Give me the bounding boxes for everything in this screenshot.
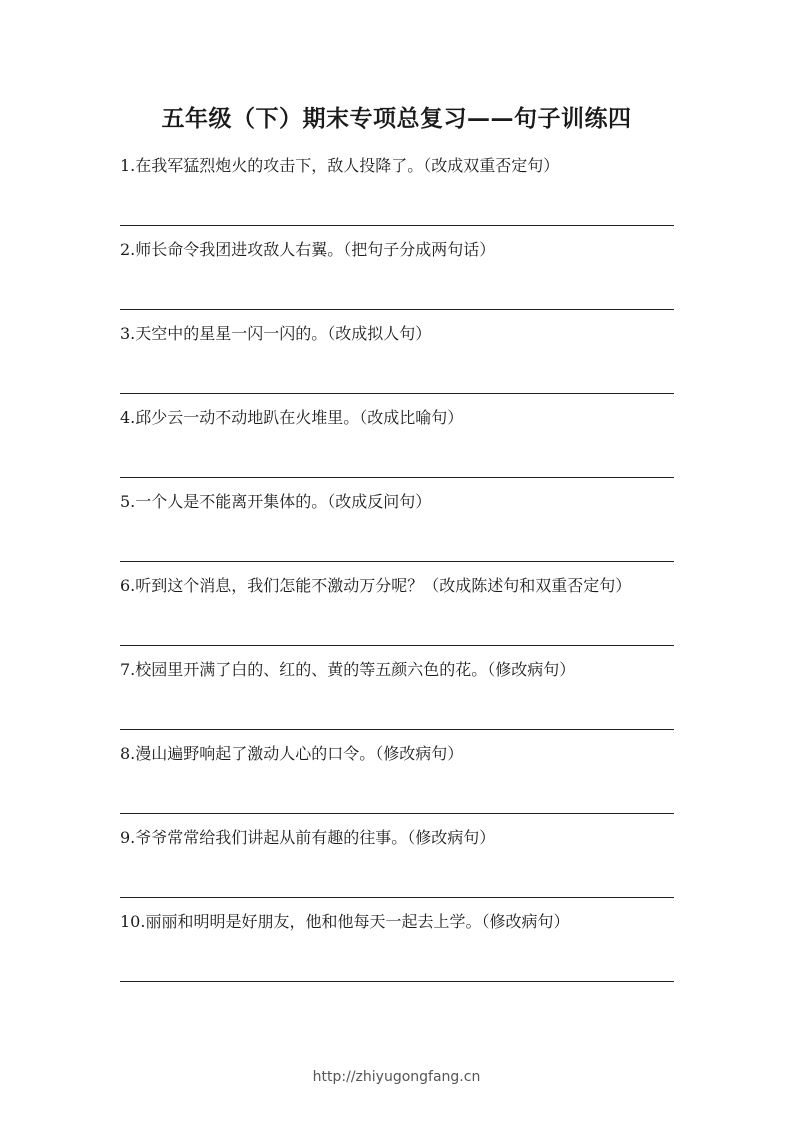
answer-line[interactable] [120, 438, 674, 478]
answer-line[interactable] [120, 522, 674, 562]
answer-line[interactable] [120, 942, 674, 982]
question-item [120, 734, 674, 814]
question-item [120, 146, 674, 226]
question-list [120, 146, 674, 986]
answer-line[interactable] [120, 858, 674, 898]
footer-url: http://zhiyugongfang.cn [312, 1069, 481, 1085]
question-text: 10.丽丽和明明是好朋友，他和他每天一起去上学。（修改病句） [120, 912, 570, 931]
question-text: 7.校园里开满了白的、红的、黄的等五颜六色的花。（修改病句） [120, 660, 576, 679]
question-text: 6.听到这个消息，我们怎能不激动万分呢？（改成陈述句和双重否定句） [120, 576, 632, 595]
answer-line[interactable] [120, 690, 674, 730]
question-item [120, 902, 674, 982]
question-text: 8.漫山遍野响起了激动人心的口令。（修改病句） [120, 744, 464, 763]
answer-line[interactable] [120, 606, 674, 646]
question-text: 5.一个人是不能离开集体的。（改成反问句） [120, 492, 432, 511]
question-item [120, 482, 674, 562]
page-title: 五年级（下）期末专项总复习——句子训练四 [161, 105, 632, 132]
answer-line[interactable] [120, 774, 674, 814]
question-item [120, 650, 674, 730]
question-item [120, 818, 674, 898]
question-item [120, 398, 674, 478]
question-text: 9.爷爷常常给我们讲起从前有趣的往事。（修改病句） [120, 828, 496, 847]
question-item [120, 314, 674, 394]
answer-line[interactable] [120, 354, 674, 394]
answer-line[interactable] [120, 270, 674, 310]
question-text: 4.邱少云一动不动地趴在火堆里。（改成比喻句） [120, 408, 464, 427]
question-text: 1.在我军猛烈炮火的攻击下，敌人投降了。（改成双重否定句） [120, 156, 560, 175]
question-text: 2.师长命令我团进攻敌人右翼。（把句子分成两句话） [120, 240, 496, 259]
question-text: 3.天空中的星星一闪一闪的。（改成拟人句） [120, 324, 432, 343]
answer-line[interactable] [120, 186, 674, 226]
question-item [120, 230, 674, 310]
question-item [120, 566, 674, 646]
